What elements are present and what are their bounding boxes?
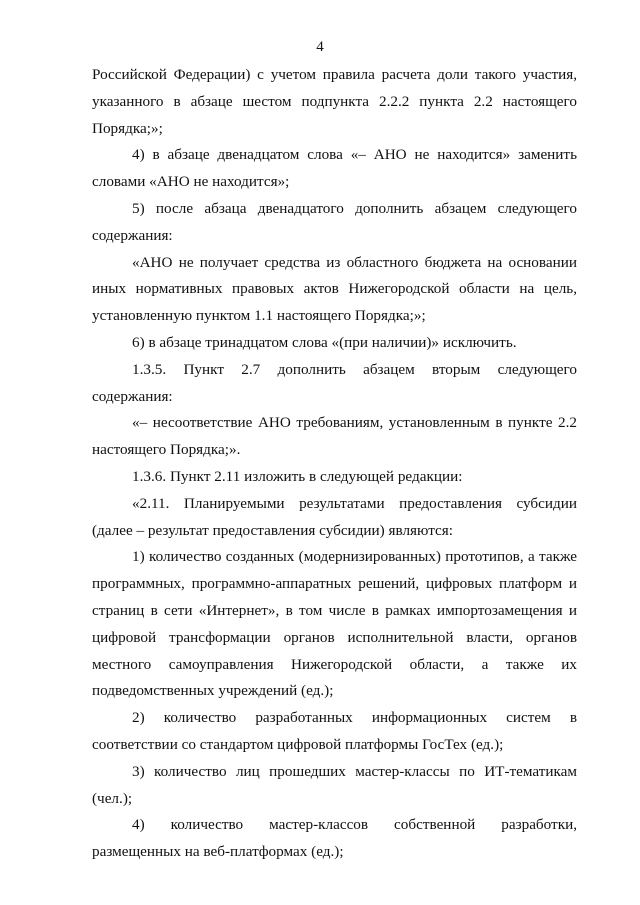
paragraph: 3) количество лиц прошедших мастер-классы по ИТ-тематикам (чел.);: [92, 762, 577, 807]
paragraph: 6) в абзаце тринадцатом слова «(при наличии)» исключить.: [132, 333, 517, 351]
paragraph: 5) после абзаца двенадцатого дополнить абзацем следующего содержания:: [92, 199, 577, 244]
paragraph: 4) в абзаце двенадцатом слова «– АНО не находится» заменить словами «АНО не находится»;: [92, 146, 577, 191]
paragraph: 1.3.5. Пункт 2.7 дополнить абзацем вторым следующего содержания:: [92, 360, 577, 405]
paragraph: 1) количество созданных (модернизированных) прототипов, а также программных, программно-аппаратных решений, цифровых платформ и страниц в сети «Интернет», в том числе в рамках импортозамещения и цифровой трансформации органов исполнительной власти, органов местного самоуправления Нижегородской области, а также их подведомственных учреждений (ед.);: [92, 548, 577, 700]
document-body: [92, 62, 577, 866]
paragraph: «АНО не получает средства из областного бюджета на основании иных нормативных правовых актов Нижегородской области на цель, установленную пунктом 1.1 настоящего Порядка;»;: [92, 253, 577, 325]
page-number: 4: [316, 39, 324, 55]
paragraph: Российской Федерации) с учетом правила расчета доли такого участия, указанного в абзаце шестом подпункта 2.2.2 пункта 2.2 настоящего Порядка;»;: [92, 66, 577, 137]
paragraph: 1.3.6. Пункт 2.11 изложить в следующей редакции:: [132, 467, 463, 485]
paragraph: «– несоответствие АНО требованиям, установленным в пункте 2.2 настоящего Порядка;».: [92, 414, 577, 459]
paragraph: 2) количество разработанных информационных систем в соответствии со стандартом цифровой платформы ГосТех (ед.);: [92, 709, 577, 753]
paragraph: 4) количество мастер-классов собственной разработки, размещенных на веб-платформах (ед.);: [92, 816, 577, 861]
paragraph: «2.11. Планируемыми результатами предоставления субсидии (далее – результат предоставления субсидии) являются:: [92, 494, 577, 539]
